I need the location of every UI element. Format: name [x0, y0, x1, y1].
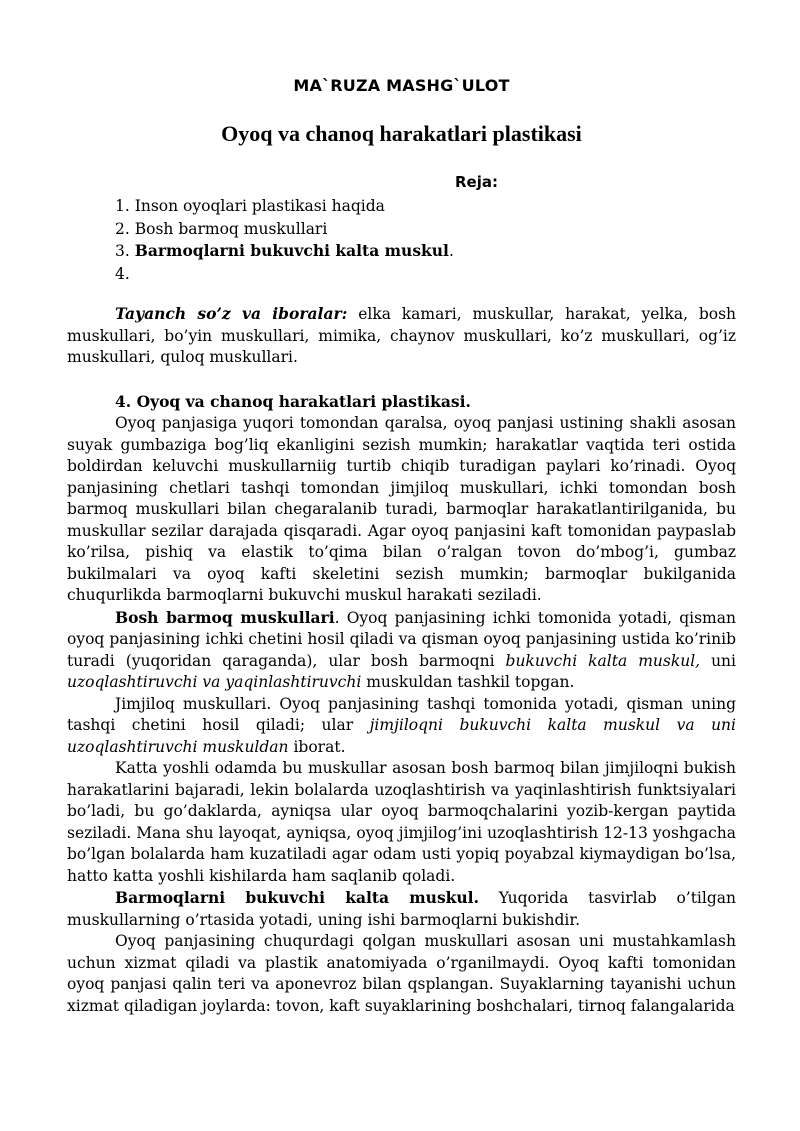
paragraph-2-text-b: uni — [700, 651, 736, 670]
plan-heading: Reja: — [455, 173, 498, 191]
plan-item-text: Bosh barmoq muskullari — [134, 219, 328, 238]
paragraph-2-bold: Bosh barmoq muskullari — [115, 607, 335, 627]
paragraph-5 — [67, 887, 736, 931]
plan-item — [115, 240, 736, 263]
plan-item-text: Inson oyoqlari plastikasi haqida — [134, 197, 385, 215]
document-title: Oyoq va chanoq harakatlari plastikasi — [221, 121, 582, 146]
plan-item — [115, 218, 736, 241]
plan-item — [115, 195, 736, 218]
plan-item-number: 2. — [115, 219, 130, 238]
plan-list — [67, 195, 736, 285]
plan-item-text: Barmoqlarni bukuvchi kalta muskul — [134, 241, 449, 260]
lecture-header: MA`RUZA MASHG`ULOT — [293, 76, 510, 95]
plan-item-number: 3. — [115, 242, 130, 260]
section-title — [67, 391, 736, 414]
plan-item-number: 4. — [115, 264, 130, 283]
plan-item-number: 1. — [115, 197, 130, 215]
paragraph-6: Oyoq panjasining chuqurdagi qolgan muskullari asosan uni mustahkamlash uchun xizmat qiladi va plastik anatomiyada o’rganilmaydi. Oyoq kafti tomonidan oyoq panjasi qalin teri va aponevroz bilan qsplangan. Suyaklarning tayanishi uchun xizmat qiladigan joylarda: tovon, kaft suyaklarining boshchalari, tirnoq falangalarida — [67, 932, 736, 1015]
paragraph-2-text-a: . Oyoq panjasining ichki tomonida yotadi, qisman oyoq panjasining ichki chetini hosil qiladi va qisman oyoq panjasining ustida ko’rinib turadi (yuqoridan qaraganda), ular bosh barmoqni — [67, 608, 736, 670]
paragraph-1: Oyoq panjasiga yuqori tomondan qaralsa, oyoq panjasi ustining shakli asosan suyak gumbaziga bog’liq ekanligini sezish mumkin; harakatlar vaqtida teri ostida boldirdan keluvchi muskullarniig turtib chiqib turadigan paylari ko’rinadi. Oyoq panjasining chetlari tashqi tomondan jimjiloq muskullari, ichki tomondan bosh barmoq muskullari bilan chegaralanib turadi, barmoqlar harakatlantirilganida, bu muskullar sezilar darajada qisqaradi. Agar oyoq panjasini kaft tomonidan paypaslab ko’rilsa, pishiq va elastik to’qima bilan o’ralgan tovon do’mbog’i, gumbaz bukilmalari va oyoq kafti skeletini sezish mumkin; barmoqlar bukilganida chuqurlikda barmoqlarni bukuvchi muskul harakati seziladi. — [67, 414, 736, 604]
plan-item — [115, 263, 736, 286]
keywords-paragraph — [67, 303, 736, 369]
paragraph-5-text: Yuqorida tasvirlab o’tilgan muskullarning o’rtasida yotadi, uning ishi barmoqlarni bukishdir. — [67, 889, 736, 929]
paragraph-2-text-c: muskuldan tashkil topgan. — [361, 673, 575, 691]
paragraph-4: Katta yoshli odamda bu muskullar asosan bosh barmoq bilan jimjiloqni bukish harakatlarini bajaradi, lekin bolalarda uzoqlashtirish va yaqinlashtirish funktsiyalari bo’ladi, bu go’daklarda, ayniqsa ular oyoq barmoqchalarini yozib-kergan paytida seziladi. Mana shu layoqat, ayniqsa, oyoq jimjilog’ini uzoqlashtirish 12-13 yoshgacha bo’lgan bolalarda ham kuzatiladi agar odam usti yopiq poyabzal kiymaydigan bo’lsa, hatto katta yoshli kishilarda ham saqlanib qoladi. — [67, 759, 736, 885]
keywords-text: elka kamari, muskullar, harakat, yelka, bosh muskullari, bo’yin muskullari, mimika, chaynov muskullari, ko’z muskullari, og’iz muskullari, quloq muskullari. — [67, 305, 737, 366]
paragraph-3 — [67, 694, 736, 759]
paragraph-2 — [67, 607, 736, 694]
keywords-label: Tayanch so’z va iboralar: — [115, 304, 348, 323]
paragraph-2-italic-2: uzoqlashtiruvchi va yaqinlashtiruvchi — [67, 673, 362, 691]
paragraph-3-italic: jimjiloqni bukuvchi kalta muskul va uni uzoqlashtiruvchi muskuldan — [67, 716, 736, 756]
paragraph-2-italic-1: bukuvchi kalta muskul, — [505, 651, 701, 670]
section-title-text: 4. Oyoq va chanoq harakatlari plastikasi. — [115, 391, 471, 411]
paragraph-5-bold: Barmoqlarni bukuvchi kalta muskul. — [115, 888, 479, 907]
paragraph-3-text-a: Jimjiloq muskullari. Oyoq panjasining tashqi tomonida yotadi, qisman uning tashqi chetini hosil qiladi; ular — [67, 694, 736, 734]
paragraph-3-text-b: iborat. — [288, 737, 346, 756]
plan-item-punct: . — [448, 242, 454, 260]
